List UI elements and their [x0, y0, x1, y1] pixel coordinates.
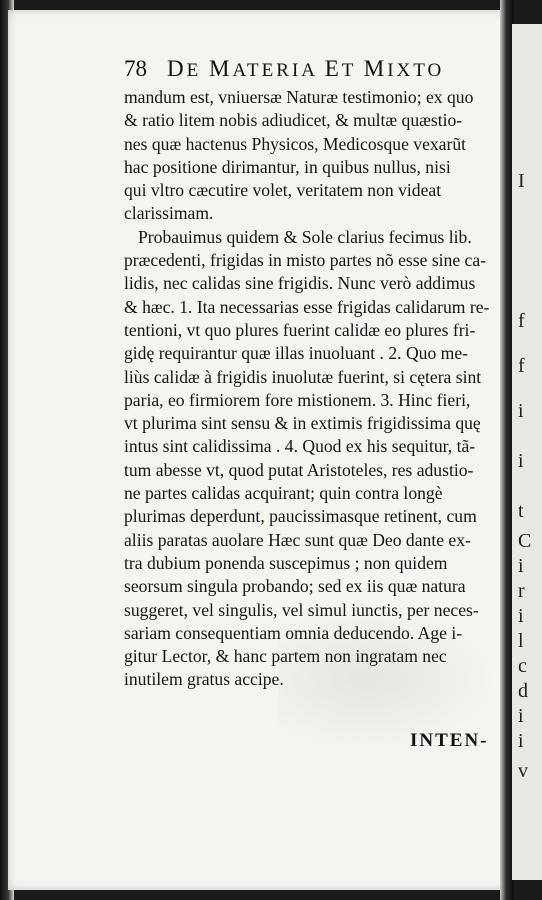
text-line: qui vltro cæcutire volet, veritatem non videat: [124, 180, 442, 201]
text-line: paria, eo firmiorem fore mistionem. 3. Hinc fieri,: [124, 389, 471, 410]
running-title-rest: IXTO: [387, 60, 445, 81]
facing-page-fragment: r: [518, 580, 525, 602]
text-line: Probauimus quidem & Sole clarius fecimus lib.: [138, 226, 472, 247]
text-line: plurimas deperdunt, paucissimasque retinent, cum: [124, 506, 477, 527]
facing-page-fragment: f: [518, 310, 525, 332]
text-line: & hæc. 1. Ita necessarias esse frigidas calidarum re-: [124, 296, 490, 317]
running-title-capital: M: [208, 56, 233, 81]
text-line: aliis paratas auolare Hæc sunt quæ Deo dante ex-: [124, 529, 471, 550]
facing-page-fragment: i: [518, 605, 524, 627]
running-title-capital: M: [363, 56, 388, 81]
facing-page-fragment: i: [518, 400, 524, 422]
text-line: præcedenti, frigidas in misto partes nõ esse sine ca-: [124, 250, 487, 271]
text-line: tentioni, vt quo plures fuerint calidæ eo plures fri-: [124, 319, 476, 340]
facing-page-fragment: v: [518, 760, 528, 782]
text-line: tra dubium ponenda suscepimus ; non quidem: [124, 552, 448, 573]
facing-page-fragment: l: [518, 630, 524, 652]
facing-page-fragment: i: [518, 705, 524, 727]
facing-page-fragment: f: [518, 355, 525, 377]
facing-page-edge: [512, 24, 542, 880]
facing-page-fragment: i: [518, 450, 524, 472]
running-title-rest: E: [186, 60, 209, 81]
facing-page-fragment: c: [518, 655, 527, 677]
text-line: gidę requirantur quæ illas inuoluant . 2. Quo me-: [124, 343, 468, 364]
text-line: seorsum singula probando; sed ex iis quæ natura: [124, 576, 466, 597]
text-line: tum abesse vt, quod putat Aristoteles, res adustio-: [124, 459, 474, 480]
facing-page-fragment: i: [518, 555, 524, 577]
facing-page-fragment: t: [518, 500, 524, 522]
text-line: gitur Lector, & hanc partem non ingratam nec: [124, 646, 447, 667]
text-line: ne partes calidas acquirant; quin contra longè: [124, 483, 443, 504]
text-line: inutilem gratus accipe.: [124, 669, 284, 690]
body-text: [124, 86, 496, 692]
running-title: [167, 56, 445, 81]
text-line: & ratio litem nobis adiudicet, & multæ quæstio-: [124, 110, 463, 131]
running-title-capital: D: [167, 56, 187, 81]
running-title-capital: E: [324, 56, 342, 81]
text-line: sariam consequentiam omnia deducendo. Age i-: [124, 622, 463, 643]
running-title-rest: ATERIA: [232, 60, 325, 81]
text-line: liùs calidæ à frigidis inuolutæ fuerint, si cętera sint: [124, 366, 482, 387]
facing-page-fragment: C: [518, 530, 532, 552]
text-line: vt plurima sint sensu & in extimis frigidissima quę: [124, 413, 481, 434]
text-line: intus sint calidissima . 4. Quod ex his sequitur, tã-: [124, 436, 476, 457]
text-line: nes quæ hactenus Physicos, Medicosque vexarũt: [124, 133, 467, 154]
running-head: [124, 56, 464, 82]
page-number: 78: [124, 56, 147, 81]
facing-page-fragment: i: [518, 730, 524, 752]
facing-page-fragment: I: [518, 170, 525, 192]
text-line: hac positione dirimantur, in quibus nullus, nisi: [124, 156, 451, 177]
facing-page-fragment: d: [518, 680, 528, 702]
running-title-rest: T: [341, 60, 364, 81]
text-line: suggeret, vel singulis, vel simul iunctis, per neces-: [124, 599, 479, 620]
text-line: clarissimam.: [124, 203, 214, 224]
catchword: INTEN-: [410, 730, 489, 751]
text-line: lidis, nec calidas sine frigidis. Nunc verò addimus: [124, 273, 476, 294]
text-line: mandum est, vniuersæ Naturæ testimonio; ex quo: [124, 87, 474, 107]
